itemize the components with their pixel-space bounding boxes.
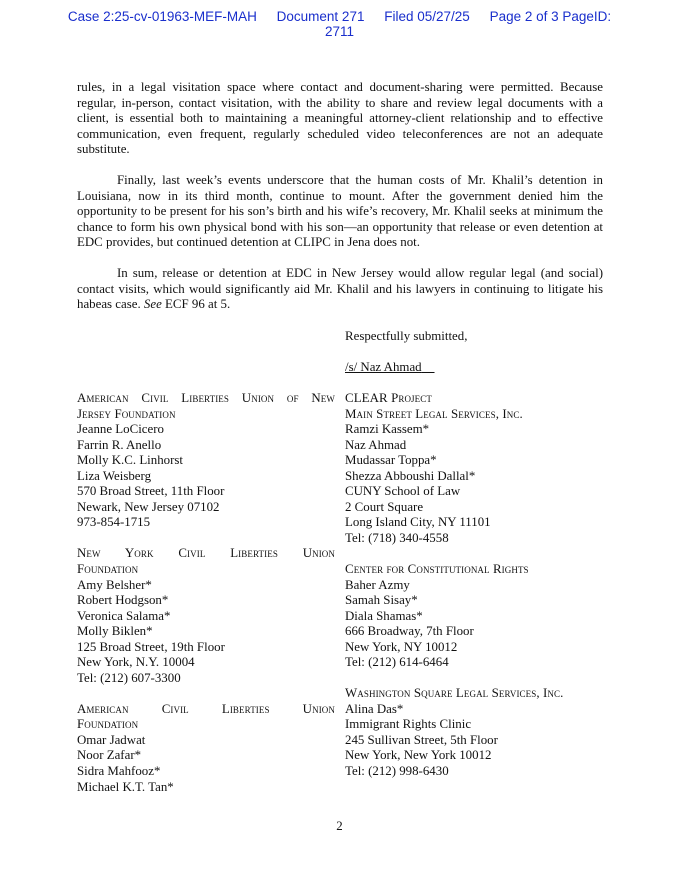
page-info: Page 2 of 3 PageID:	[489, 9, 612, 24]
address-line: New York, NY 10012	[345, 639, 458, 654]
address-line: Long Island City, NY 11101	[345, 515, 491, 530]
counsel-line: Naz Ahmad	[345, 437, 407, 452]
address-line: New York, N.Y. 10004	[77, 655, 195, 670]
address-line: Newark, New Jersey 07102	[77, 499, 220, 514]
document-body	[77, 80, 603, 328]
counsel-line: Molly K.C. Linhorst	[77, 453, 183, 468]
counsel-line: Alina Das*	[345, 701, 404, 716]
phone-line: 973-854-1715	[77, 515, 151, 530]
counsel-line: Molly Biklen*	[77, 624, 153, 639]
org-name: American Civil Liberties Union	[77, 701, 335, 716]
counsel-line: Samah Sisay*	[345, 593, 418, 608]
document-number: Document 271	[276, 9, 365, 24]
address-line: 570 Broad Street, 11th Floor	[77, 484, 225, 499]
counsel-block-aclu	[77, 702, 335, 795]
case-number: Case 2:25-cv-01963-MEF-MAH	[67, 9, 257, 24]
counsel-block-aclu-nj	[77, 391, 335, 531]
address-line: 125 Broad Street, 19th Floor	[77, 639, 225, 654]
counsel-line: Ramzi Kassem*	[345, 422, 430, 437]
signer-line	[345, 360, 605, 376]
page-id: 2711	[324, 24, 355, 39]
org-name: Washington Square Legal Services, Inc.	[345, 686, 564, 701]
org-name: New York Civil Liberties Union	[77, 546, 335, 561]
counsel-line: Robert Hodgson*	[77, 593, 169, 608]
counsel-line: Baher Azmy	[345, 577, 410, 592]
phone-line: Tel: (212) 998-6430	[345, 764, 449, 779]
counsel-line: Diala Shamas*	[345, 608, 423, 623]
counsel-line: Jeanne LoCicero	[77, 422, 164, 437]
counsel-line: Noor Zafar*	[77, 748, 142, 763]
counsel-line: Liza Weisberg	[77, 468, 152, 483]
address-line: 666 Broadway, 7th Floor	[345, 624, 474, 639]
counsel-line: Shezza Abboushi Dallal*	[345, 468, 476, 483]
org-name-cont: Foundation	[77, 561, 139, 576]
org-name-cont: Jersey Foundation	[77, 406, 176, 421]
address-line: 245 Sullivan Street, 5th Floor	[345, 732, 498, 747]
org-name: CLEAR Project	[345, 391, 432, 405]
citation: ECF 96 at 5.	[161, 297, 231, 311]
signer-name: /s/ Naz Ahmad	[345, 360, 422, 374]
counsel-right-column	[345, 391, 603, 795]
paragraph-finally: Finally, last week’s events underscore that the human costs of Mr. Khalil’s detention in Louisiana, now in its third month, continue to mount. After the government denied him the opportunity to be present for his son’s birth and his wife’s recovery, Mr. Khalil seeks at minimum the chance to form his own physical bond with his son—an opportunity that release or even detention at EDC provides, but continued detention at CLIPC in Jena does not.	[77, 173, 603, 249]
filed-date: Filed 05/27/25	[384, 9, 470, 24]
counsel-line: Michael K.T. Tan*	[77, 779, 174, 794]
counsel-line: Immigrant Rights Clinic	[345, 717, 472, 732]
counsel-left-column	[77, 391, 335, 811]
counsel-line: Veronica Salama*	[77, 608, 171, 623]
page-number: 2	[336, 819, 343, 833]
counsel-block-clear	[345, 391, 603, 546]
address-line: New York, New York 10012	[345, 748, 492, 763]
phone-line: Tel: (212) 614-6464	[345, 655, 449, 670]
org-name-cont: Main Street Legal Services, Inc.	[345, 406, 523, 421]
counsel-line: Omar Jadwat	[77, 732, 146, 747]
org-name: Center for Constitutional Rights	[345, 561, 529, 576]
counsel-block-ccr	[345, 562, 603, 671]
address-line: 2 Court Square	[345, 499, 424, 514]
paragraph-in-sum	[77, 266, 603, 313]
signature-block	[345, 329, 605, 376]
org-name: American Civil Liberties Union of New	[77, 391, 335, 405]
closing: Respectfully submitted,	[345, 329, 468, 343]
counsel-line: Farrin R. Anello	[77, 437, 162, 452]
counsel-block-nyclu	[77, 546, 335, 686]
counsel-line: Sidra Mahfooz*	[77, 764, 161, 779]
counsel-line: Amy Belsher*	[77, 577, 152, 592]
paragraph-continued: rules, in a legal visitation space where contact and document-sharing were permitted. Because regular, in-person, contact visitation, with the ability to share and review legal documents with a client, is essential both to maintaining a meaningful attorney-client relationship and to effective communication, even frequent, regularly scheduled video teleconferences are not an adequate substitute.	[77, 80, 603, 156]
counsel-line: Mudassar Toppa*	[345, 453, 437, 468]
org-name-cont: Foundation	[77, 717, 139, 732]
phone-line: Tel: (718) 340-4558	[345, 530, 449, 545]
address-line: CUNY School of Law	[345, 484, 461, 499]
ecf-header	[40, 9, 639, 39]
phone-line: Tel: (212) 607-3300	[77, 670, 181, 685]
counsel-block-wsls	[345, 686, 603, 779]
in-sum-text: In sum, release or detention at EDC in New Jersey would allow regular legal (and social) contact visits, which would significantly aid Mr. Khalil and his lawyers in continuing to litigate his habeas case.	[77, 266, 603, 311]
see-signal: See	[143, 297, 162, 311]
